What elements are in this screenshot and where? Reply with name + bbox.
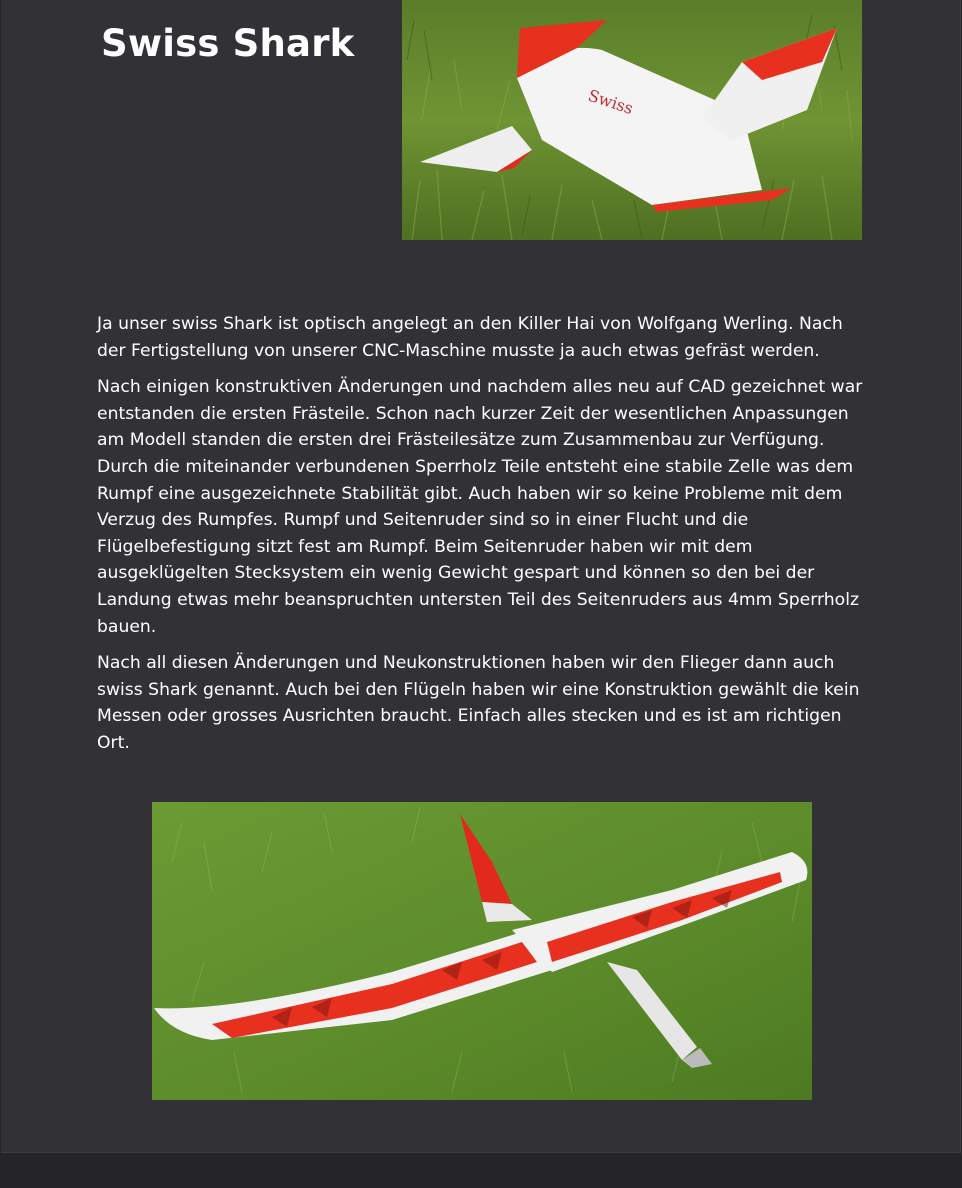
page-title: Swiss Shark — [101, 22, 355, 65]
page-footer — [0, 1153, 962, 1188]
plane-photo-top — [402, 0, 862, 240]
content-panel — [1, 0, 961, 1153]
article-paragraph: Nach einigen konstruktiven Änderungen und nachdem alles neu auf CAD gezeichnet war entstanden die ersten Frästeile. Schon nach kurzer Zeit der wesentlichen Anpassungen am Modell standen die ersten drei Frästeilesätze zum Zusammenbau zur Verfügung. Durch die miteinander verbundenen Sperrholz Teile entsteht eine stabile Zelle was dem Rumpf eine ausgezeichnete Stabilität gibt. Auch haben wir so keine Probleme mit dem Verzug des Rumpfes. Rumpf und Seitenruder sind so in einer Flucht und die Flügelbefestigung sitzt fest am Rumpf. Beim Seitenruder haben wir mit dem ausgeklügelten Stecksystem ein wenig Gewicht gespart und können so den bei der Landung etwas mehr beanspruchten untersten Teil des Seitenruders aus 4mm Sperrholz bauen. — [97, 377, 863, 637]
article-body — [97, 311, 863, 767]
svg-text:Swiss: Swiss — [585, 85, 636, 119]
plane-photo-icon — [402, 0, 862, 240]
plane-photo-icon — [152, 802, 812, 1100]
article-paragraph: Ja unser swiss Shark ist optisch angelegt an den Killer Hai von Wolfgang Werling. Nach der Fertigstellung von unserer CNC-Maschine musste ja auch etwas gefräst werden. — [97, 314, 843, 361]
plane-photo-bottom — [152, 802, 812, 1100]
article-paragraph: Nach all diesen Änderungen und Neukonstruktionen haben wir den Flieger dann auch swiss Shark genannt. Auch bei den Flügeln haben wir eine Konstruktion gewählt die kein Messen oder grosses Ausrichten braucht. Einfach alles stecken und es ist am richtigen Ort. — [97, 653, 860, 753]
